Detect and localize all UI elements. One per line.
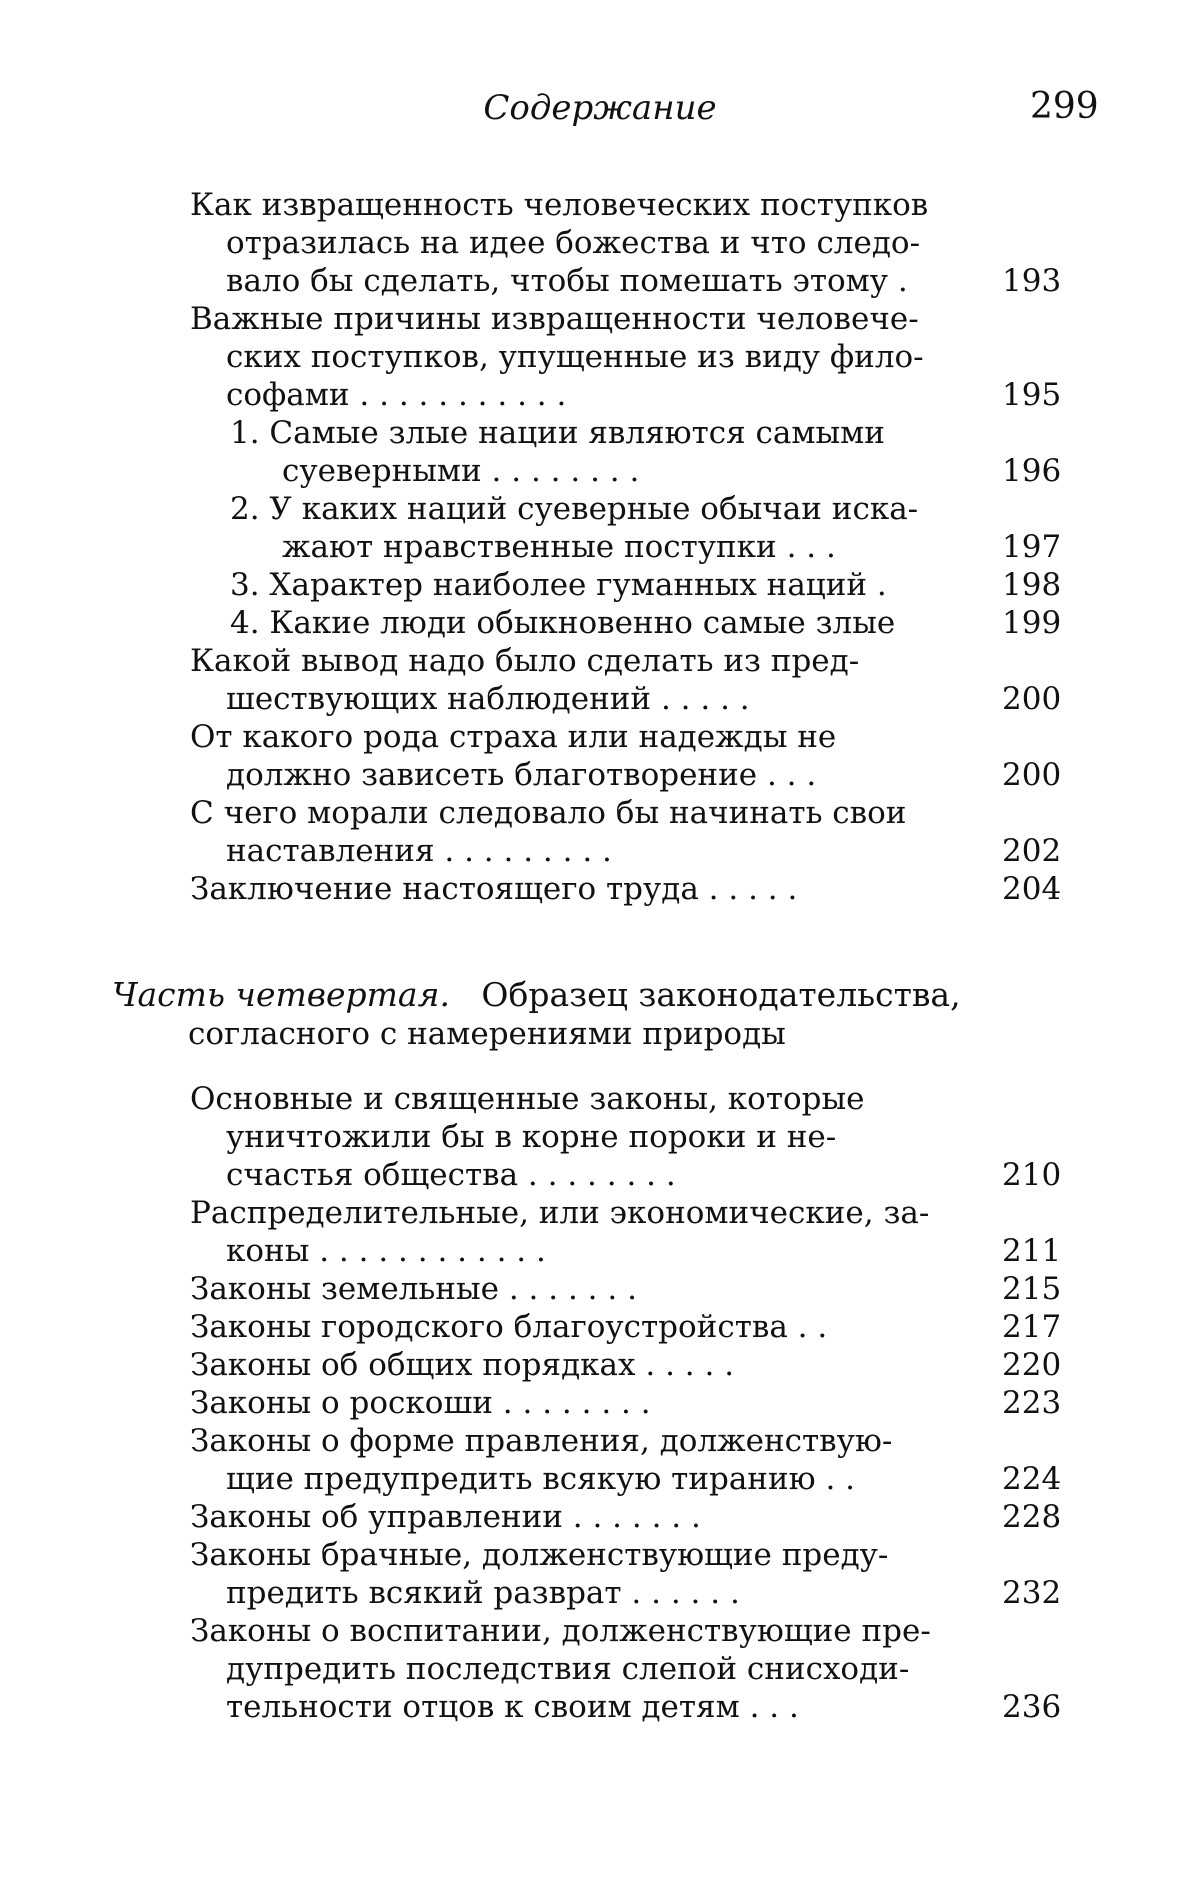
toc-entry-line: Законы об общих порядках . . . . . <box>190 1347 735 1383</box>
toc-page-number: 215 <box>1002 1271 1062 1307</box>
toc-entry-line: должно зависеть благотворение . . . <box>226 757 817 793</box>
toc-entry-line: 4. Какие люди обыкновенно самые злые <box>230 605 896 641</box>
toc-entry-line: счастья общества . . . . . . . . <box>226 1157 676 1193</box>
toc-page-number: 200 <box>1002 681 1062 717</box>
toc-entry-line: Законы о форме правления, долженствую- <box>190 1423 893 1459</box>
running-header-title: Содержание <box>483 88 717 128</box>
part-heading-line2: согласного с намерениями природы <box>188 1016 786 1052</box>
part-heading-line1 <box>112 975 961 1014</box>
toc-entry-line: коны . . . . . . . . . . . . <box>226 1233 546 1269</box>
toc-page-number: 232 <box>1002 1575 1062 1611</box>
toc-entry-line: С чего морали следовало бы начинать свои <box>190 795 907 831</box>
toc-entry-line: Какой вывод надо было сделать из пред- <box>190 643 860 679</box>
toc-entry-line: ских поступков, упущенные из виду фило- <box>226 339 924 375</box>
toc-entry-line: наставления . . . . . . . . . <box>226 833 612 869</box>
toc-entry-line: Заключение настоящего труда . . . . . <box>190 871 798 907</box>
part-label: Часть четвертая. <box>112 975 450 1014</box>
toc-entry-line: шествующих наблюдений . . . . . <box>226 681 750 717</box>
toc-page-number: 223 <box>1002 1385 1062 1421</box>
toc-entry-line: 2. У каких наций суеверные обычаи иска- <box>230 491 919 527</box>
toc-entry-line: жают нравственные поступки . . . <box>282 529 836 565</box>
toc-entry-line: тельности отцов к своим детям . . . <box>226 1689 799 1725</box>
toc-entry-line: суеверными . . . . . . . . <box>282 453 640 489</box>
part-title-text: Образец законодательства, <box>481 975 961 1014</box>
toc-page-number: 193 <box>1002 263 1062 299</box>
toc-page-number: 210 <box>1002 1157 1062 1193</box>
toc-entry-line: Законы земельные . . . . . . . <box>190 1271 637 1307</box>
toc-entry-line: щие предупредить всякую тиранию . . <box>226 1461 856 1497</box>
toc-entry-line: Законы о воспитании, долженствующие пре- <box>190 1613 931 1649</box>
toc-entry-line: отразилась на идее божества и что следо- <box>226 225 921 261</box>
toc-entry-line: Основные и священные законы, которые <box>190 1081 865 1117</box>
toc-entry-line: От какого рода страха или надежды не <box>190 719 837 755</box>
toc-entry-line: Законы брачные, долженствующие преду- <box>190 1537 889 1573</box>
toc-page-number: 224 <box>1002 1461 1062 1497</box>
toc-page-number: 197 <box>1002 529 1062 565</box>
toc-entry-line: Распределительные, или экономические, за- <box>190 1195 930 1231</box>
toc-page-number: 199 <box>1002 605 1062 641</box>
toc-page-number: 228 <box>1002 1499 1062 1535</box>
toc-entry-line: Законы городского благоустройства . . <box>190 1309 828 1345</box>
toc-page-number: 196 <box>1002 453 1062 489</box>
toc-page-number: 220 <box>1002 1347 1062 1383</box>
toc-page-number: 195 <box>1002 377 1062 413</box>
toc-entry-line: 3. Характер наиболее гуманных наций . <box>230 567 887 603</box>
toc-page-number: 204 <box>1002 871 1062 907</box>
toc-entry-line: софами . . . . . . . . . . . <box>226 377 567 413</box>
toc-page-number: 198 <box>1002 567 1062 603</box>
toc-page-number: 200 <box>1002 757 1062 793</box>
toc-entry-line: вало бы сделать, чтобы помешать этому . <box>226 263 908 299</box>
toc-page-number: 211 <box>1002 1233 1062 1269</box>
toc-page-number: 202 <box>1002 833 1062 869</box>
toc-entry-line: Важные причины извращенности человече- <box>190 301 919 337</box>
page-number: 299 <box>1030 86 1099 127</box>
toc-entry-line: Законы о роскоши . . . . . . . . <box>190 1385 651 1421</box>
toc-entry-line: Как извращенность человеческих поступков <box>190 187 929 223</box>
toc-entry-line: предить всякий разврат . . . . . . <box>226 1575 740 1611</box>
toc-page-number: 236 <box>1002 1689 1062 1725</box>
toc-page-number: 217 <box>1002 1309 1062 1345</box>
toc-entry-line: дупредить последствия слепой снисходи- <box>226 1651 910 1687</box>
toc-entry-line: уничтожили бы в корне пороки и не- <box>226 1119 837 1155</box>
toc-entry-line: Законы об управлении . . . . . . . <box>190 1499 701 1535</box>
toc-entry-line: 1. Самые злые нации являются самыми <box>230 415 885 451</box>
